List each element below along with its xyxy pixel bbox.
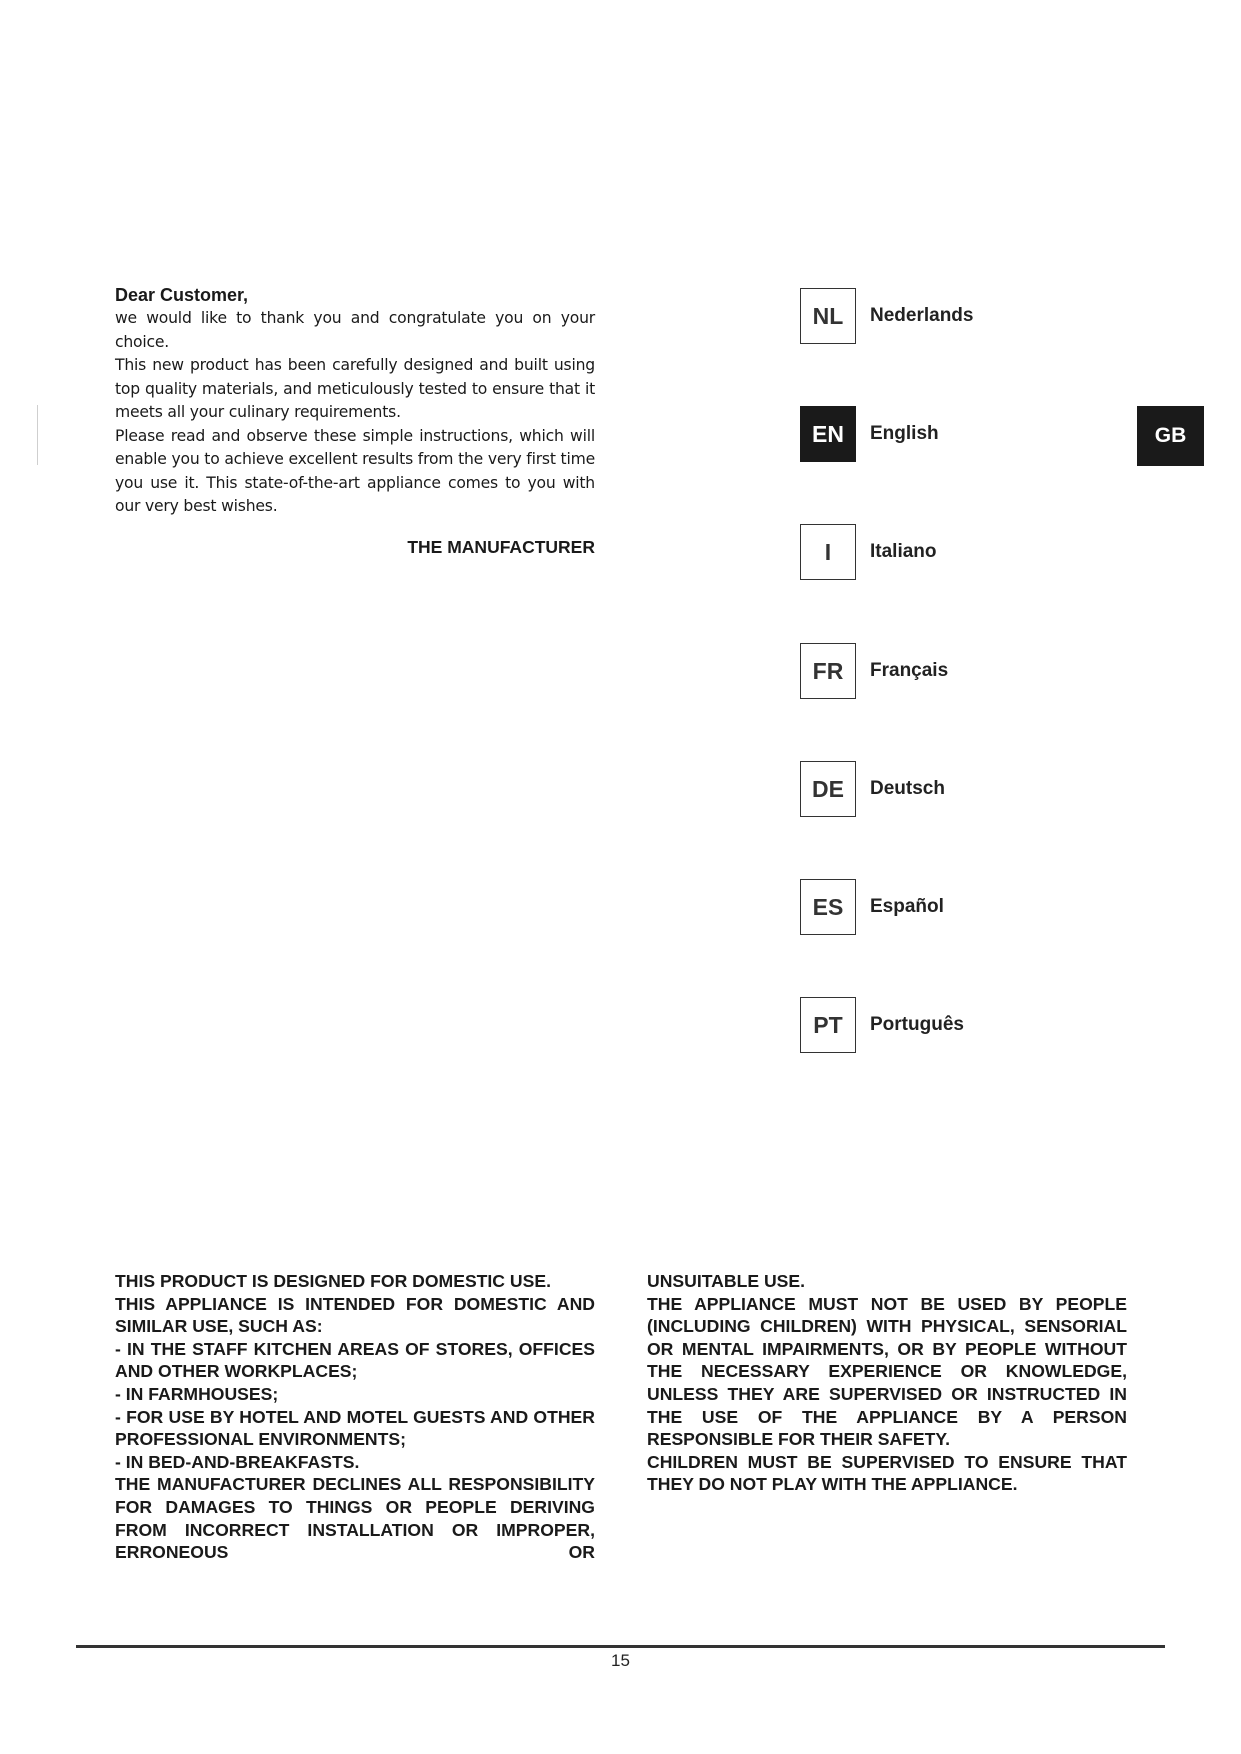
footer-rule (76, 1645, 1165, 1648)
domestic-use-notice (115, 1270, 595, 1564)
country-tab: GB (1137, 406, 1204, 466)
language-name: Italiano (870, 541, 937, 562)
language-name: Português (870, 1014, 964, 1035)
language-name: Español (870, 896, 944, 917)
language-code: FR (800, 643, 856, 699)
notice-line: UNSUITABLE USE. (647, 1271, 806, 1291)
notice-line: - IN FARMHOUSES; (115, 1383, 279, 1404)
language-name: English (870, 423, 939, 444)
letter-paragraph: Please read and observe these simple instructions, which will enable you to achieve excellent results from the very first time you use it. This state-of-the-art appliance comes to you with our very best wishes. (115, 426, 595, 515)
notice-line: - IN BED-AND-BREAKFASTS. (115, 1451, 360, 1472)
notice-line: THIS APPLIANCE IS INTENDED FOR DOMESTIC AND SIMILAR USE, SUCH AS: (115, 1293, 595, 1337)
margin-mark (37, 405, 38, 465)
letter-signature: THE MANUFACTURER (407, 536, 595, 557)
language-name: Français (870, 660, 949, 681)
page-number: 15 (611, 1651, 630, 1670)
language-item-de[interactable] (800, 760, 1200, 818)
language-code: NL (800, 288, 856, 344)
notice-line: THIS PRODUCT IS DESIGNED FOR DOMESTIC USE. (115, 1271, 551, 1291)
language-item-nl[interactable] (800, 287, 1200, 345)
notice-line: CHILDREN MUST BE SUPERVISED TO ENSURE THAT THEY DO NOT PLAY WITH THE APPLIANCE. (647, 1451, 1127, 1495)
language-item-es[interactable] (800, 878, 1200, 936)
notice-line: - FOR USE BY HOTEL AND MOTEL GUESTS AND OTHER PROFESSIONAL ENVIRONMENTS; (115, 1406, 595, 1450)
language-code: ES (800, 879, 856, 935)
letter-paragraph: This new product has been carefully designed and built using top quality materials, and meticulously tested to ensure that it meets all your culinary requirements. (115, 356, 595, 421)
notice-line: THE APPLIANCE MUST NOT BE USED BY PEOPLE (INCLUDING CHILDREN) WITH PHYSICAL, SENSORIAL OR MENTAL IMPAIRMENTS, OR BY PEOPLE WITHOUT THE NECESSARY EXPERIENCE OR KNOWLEDGE, UNLESS THEY ARE SUPERVISED OR INSTRUCTED IN THE USE OF THE APPLIANCE BY A PERSON RESPONSIBLE FOR THEIR SAFETY. (647, 1293, 1127, 1450)
language-code: EN (800, 406, 856, 462)
language-item-pt[interactable] (800, 996, 1200, 1054)
language-code: I (800, 524, 856, 580)
language-code: PT (800, 997, 856, 1053)
language-code: DE (800, 761, 856, 817)
customer-letter (115, 284, 595, 575)
notice-line: - IN THE STAFF KITCHEN AREAS OF STORES, OFFICES AND OTHER WORKPLACES; (115, 1338, 595, 1382)
language-item-fr[interactable] (800, 642, 1200, 700)
safety-notice (647, 1270, 1127, 1496)
letter-greeting: Dear Customer, (115, 285, 249, 305)
language-name: Nederlands (870, 305, 974, 326)
language-name: Deutsch (870, 778, 945, 799)
notice-line: THE MANUFACTURER DECLINES ALL RESPONSIBILITY FOR DAMAGES TO THINGS OR PEOPLE DERIVING FROM INCORRECT INSTALLATION OR IMPROPER, ERRONEOUS OR (115, 1474, 595, 1563)
language-item-it[interactable] (800, 523, 1200, 581)
letter-paragraph: we would like to thank you and congratulate you on your choice. (115, 309, 595, 351)
